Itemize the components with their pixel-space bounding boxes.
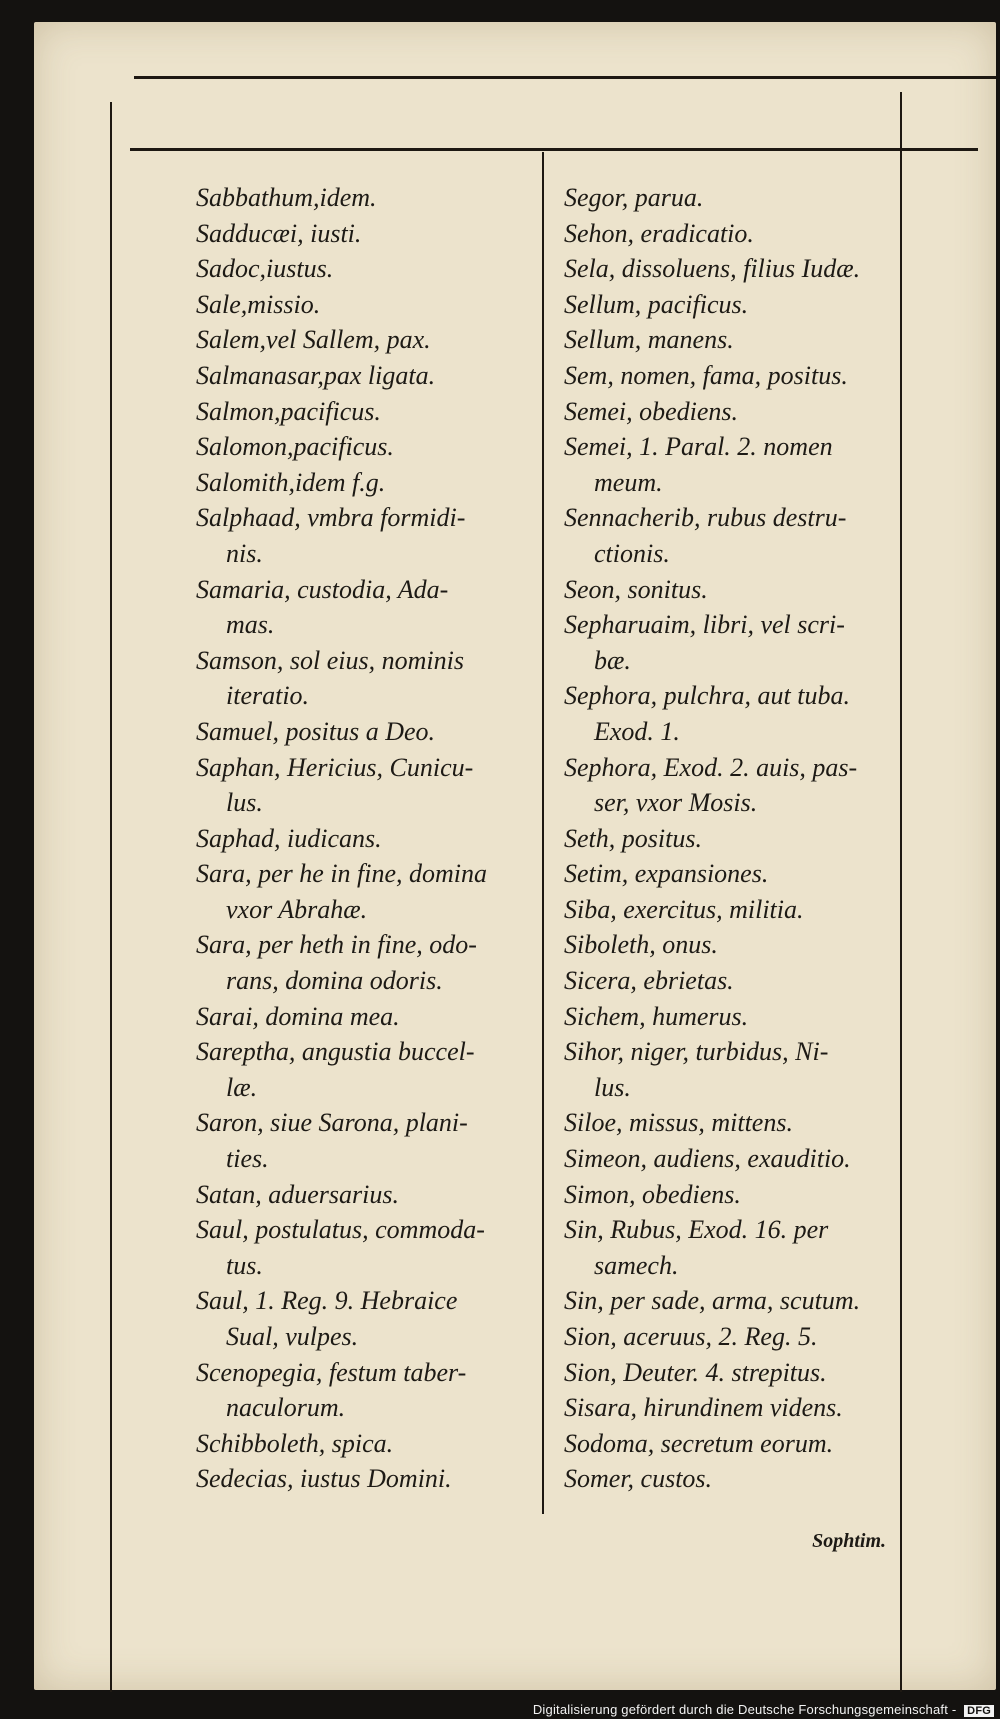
entry-line: Scenopegia, festum taber- xyxy=(196,1357,467,1387)
top-rule xyxy=(134,76,996,79)
dictionary-entry xyxy=(564,1283,898,1319)
dictionary-entry xyxy=(564,1141,898,1177)
dictionary-entry xyxy=(564,180,898,216)
dictionary-entry xyxy=(564,892,898,928)
dictionary-entry xyxy=(564,216,898,252)
dictionary-entry xyxy=(564,572,898,608)
entry-line: Semei, 1. Paral. 2. nomen xyxy=(564,432,833,462)
dictionary-entry xyxy=(564,607,898,678)
entry-continuation-line: ties. xyxy=(226,1144,269,1174)
entry-continuation-line: Exod. 1. xyxy=(594,716,680,746)
entry-line: Satan, aduersarius. xyxy=(196,1179,399,1209)
entry-line: Samson, sol eius, nominis xyxy=(196,645,464,675)
dictionary-entry xyxy=(196,714,536,750)
entry-continuation-line: ctionis. xyxy=(594,538,670,568)
entry-line: Siboleth, onus. xyxy=(564,930,718,960)
dictionary-entry xyxy=(564,1105,898,1141)
entry-line: Samuel, positus a Deo. xyxy=(196,716,436,746)
dictionary-entry xyxy=(196,500,536,571)
entry-line: Sara, per he in fine, domina xyxy=(196,859,488,889)
entry-line: Somer, custos. xyxy=(564,1464,713,1494)
entry-continuation-line: meum. xyxy=(594,467,663,497)
dictionary-entry xyxy=(564,927,898,963)
digitization-footer xyxy=(533,1702,994,1717)
dictionary-entry xyxy=(196,394,536,430)
entry-line: Salomith,idem f.g. xyxy=(196,467,386,497)
right-column xyxy=(564,180,898,1497)
entry-line: Sedecias, iustus Domini. xyxy=(196,1464,452,1494)
entry-line: Sadducæi, iusti. xyxy=(196,218,362,248)
left-margin-line xyxy=(110,102,112,1692)
entry-continuation-line: lus. xyxy=(594,1072,631,1102)
book-page xyxy=(34,22,996,1690)
dictionary-entry xyxy=(196,999,536,1035)
entry-line: Salmon,pacificus. xyxy=(196,396,381,426)
entry-continuation-line: vxor Abrahæ. xyxy=(226,894,368,924)
entry-line: Sara, per heth in fine, odo- xyxy=(196,930,477,960)
dictionary-entry xyxy=(564,750,898,821)
entry-continuation-line: tus. xyxy=(226,1250,263,1280)
dictionary-entry xyxy=(564,1319,898,1355)
entry-line: Sephora, Exod. 2. auis, pas- xyxy=(564,752,858,782)
entry-line: Salphaad, vmbra formidi- xyxy=(196,503,466,533)
entry-line: Saron, siue Sarona, plani- xyxy=(196,1108,468,1138)
dictionary-entry xyxy=(196,180,536,216)
dictionary-entry xyxy=(196,572,536,643)
footer-text: Digitalisierung gefördert durch die Deutsche Forschungsgemeinschaft - xyxy=(532,1702,957,1717)
entry-line: Sichem, humerus. xyxy=(564,1001,749,1031)
dictionary-entry xyxy=(564,1355,898,1391)
dictionary-entry xyxy=(196,1034,536,1105)
entry-continuation-line: naculorum. xyxy=(226,1393,346,1423)
entry-line: Salem,vel Sallem, pax. xyxy=(196,325,431,355)
dictionary-entry xyxy=(196,465,536,501)
dictionary-entry xyxy=(564,1212,898,1283)
dictionary-entry xyxy=(564,429,898,500)
dictionary-entry xyxy=(564,394,898,430)
dictionary-entry xyxy=(564,1390,898,1426)
dictionary-entry xyxy=(564,1426,898,1462)
dictionary-entry xyxy=(564,1461,898,1497)
dictionary-entry xyxy=(564,322,898,358)
entry-line: Sellum, manens. xyxy=(564,325,734,355)
dictionary-entry xyxy=(196,856,536,927)
dictionary-entry xyxy=(196,1461,536,1497)
entry-continuation-line: Sual, vulpes. xyxy=(226,1322,359,1351)
entry-line: Sela, dissoluens, filius Iudæ. xyxy=(564,254,861,284)
entry-line: Sem, nomen, fama, positus. xyxy=(564,360,848,390)
entry-line: Simeon, audiens, exauditio. xyxy=(564,1144,851,1174)
entry-continuation-line: læ. xyxy=(226,1072,258,1102)
dictionary-entry xyxy=(196,429,536,465)
entry-line: Sihor, niger, turbidus, Ni- xyxy=(564,1037,829,1067)
dictionary-entry xyxy=(564,1177,898,1213)
entry-line: Siloe, missus, mittens. xyxy=(564,1108,793,1138)
column-divider-line xyxy=(542,152,544,1514)
dictionary-entry xyxy=(196,927,536,998)
entry-line: Saphad, iudicans. xyxy=(196,823,382,853)
entry-line: Simon, obediens. xyxy=(564,1179,741,1209)
entry-continuation-line: ser, vxor Mosis. xyxy=(594,788,758,818)
left-column xyxy=(196,180,536,1497)
entry-line: Saphan, Hericius, Cunicu- xyxy=(196,752,474,782)
entry-line: Sareptha, angustia buccel- xyxy=(196,1037,475,1067)
entry-continuation-line: mas. xyxy=(226,610,275,640)
entry-line: Sennacherib, rubus destru- xyxy=(564,503,847,533)
entry-line: Seon, sonitus. xyxy=(564,574,708,604)
dictionary-entry xyxy=(196,322,536,358)
entry-line: Sarai, domina mea. xyxy=(196,1001,400,1031)
entry-continuation-line: lus. xyxy=(226,788,263,818)
entry-line: Sin, per sade, arma, scutum. xyxy=(564,1286,861,1316)
entry-line: Seth, positus. xyxy=(564,823,702,853)
entry-line: Sodoma, secretum eorum. xyxy=(564,1428,834,1458)
entry-line: Saul, postulatus, commoda- xyxy=(196,1215,485,1245)
entry-line: Sisara, hirundinem videns. xyxy=(564,1393,843,1423)
dictionary-entry xyxy=(196,1283,536,1354)
entry-line: Siba, exercitus, militia. xyxy=(564,894,804,924)
dictionary-entry xyxy=(196,1105,536,1176)
dictionary-entry xyxy=(564,678,898,749)
entry-line: Setim, expansiones. xyxy=(564,859,769,889)
dictionary-entry xyxy=(196,287,536,323)
dfg-logo: DFG xyxy=(964,1705,994,1717)
entry-line: Sale,missio. xyxy=(196,289,321,319)
entry-line: Samaria, custodia, Ada- xyxy=(196,574,449,604)
dictionary-entry xyxy=(564,999,898,1035)
header-rule xyxy=(130,148,978,151)
dictionary-entry xyxy=(564,287,898,323)
dictionary-entry xyxy=(196,251,536,287)
dictionary-entry xyxy=(196,643,536,714)
entry-line: Semei, obediens. xyxy=(564,396,739,426)
right-margin-line xyxy=(900,92,902,1692)
entry-line: Salmanasar,pax ligata. xyxy=(196,360,436,390)
dictionary-entry xyxy=(196,1212,536,1283)
dictionary-entry xyxy=(564,821,898,857)
entry-line: Sion, Deuter. 4. strepitus. xyxy=(564,1357,827,1387)
dictionary-entry xyxy=(564,1034,898,1105)
entry-line: Sephora, pulchra, aut tuba. xyxy=(564,681,850,711)
entry-line: Sehon, eradicatio. xyxy=(564,218,754,248)
entry-line: Salomon,pacificus. xyxy=(196,432,394,462)
catchword: Sophtim. xyxy=(812,1530,886,1552)
dictionary-entry xyxy=(196,821,536,857)
dictionary-entry xyxy=(564,856,898,892)
entry-continuation-line: iteratio. xyxy=(226,681,310,711)
dictionary-entry xyxy=(196,750,536,821)
dictionary-entry xyxy=(564,358,898,394)
entry-continuation-line: bæ. xyxy=(594,645,631,675)
entry-line: Sin, Rubus, Exod. 16. per xyxy=(564,1215,829,1245)
entry-line: Sicera, ebrietas. xyxy=(564,966,734,996)
entry-line: Saul, 1. Reg. 9. Hebraice xyxy=(196,1286,458,1316)
dictionary-entry xyxy=(564,500,898,571)
entry-line: Sadoc,iustus. xyxy=(196,254,334,284)
dictionary-entry xyxy=(564,963,898,999)
dictionary-entry xyxy=(196,216,536,252)
entry-continuation-line: rans, domina odoris. xyxy=(226,966,443,996)
entry-line: Sabbathum,idem. xyxy=(196,183,377,212)
entry-line: Sepharuaim, libri, vel scri- xyxy=(564,610,845,640)
entry-continuation-line: samech. xyxy=(594,1250,679,1280)
entry-line: Segor, parua. xyxy=(564,183,704,212)
dictionary-entry xyxy=(196,358,536,394)
entry-continuation-line: nis. xyxy=(226,538,263,568)
entry-line: Sellum, pacificus. xyxy=(564,289,749,319)
dictionary-entry xyxy=(196,1177,536,1213)
dictionary-entry xyxy=(196,1355,536,1426)
entry-line: Schibboleth, spica. xyxy=(196,1428,394,1458)
dictionary-entry xyxy=(196,1426,536,1462)
entry-line: Sion, aceruus, 2. Reg. 5. xyxy=(564,1322,818,1351)
dictionary-entry xyxy=(564,251,898,287)
